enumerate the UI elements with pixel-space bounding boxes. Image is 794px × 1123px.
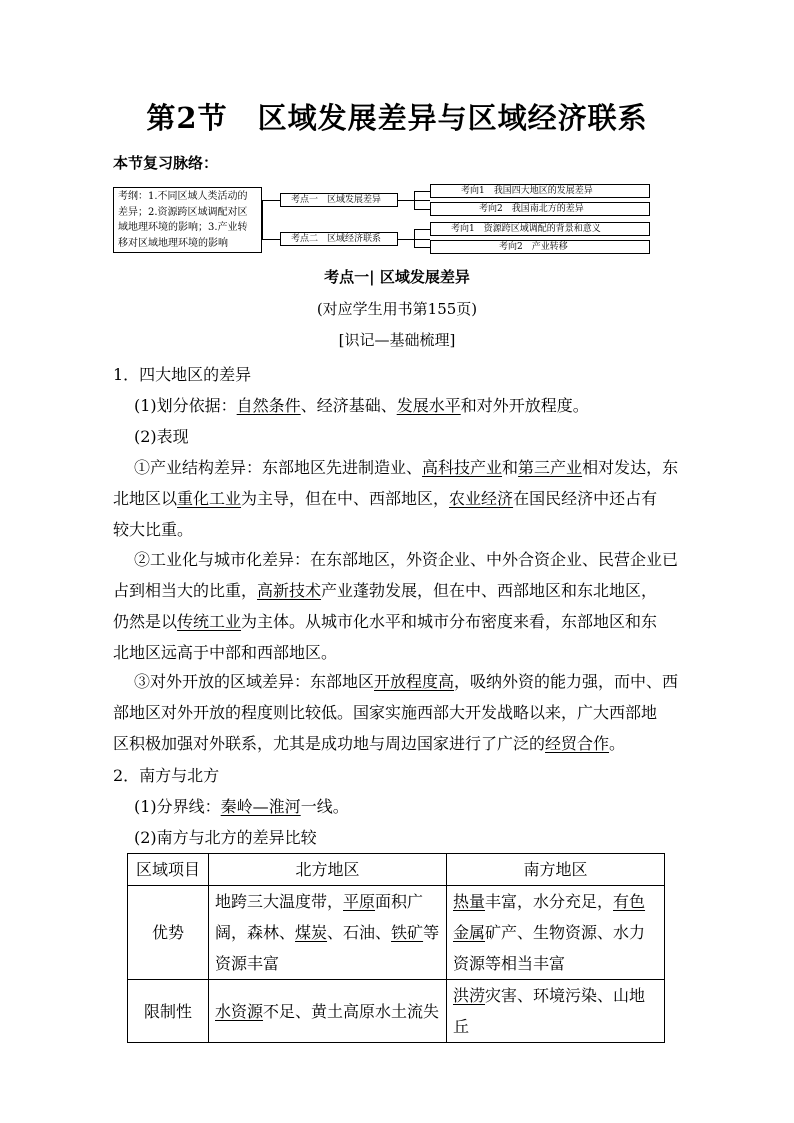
subsection-heading: 1．四大地区的差异 bbox=[113, 365, 252, 384]
text: 、石油、 bbox=[327, 923, 392, 942]
text: (1)划分依据： bbox=[134, 396, 237, 415]
text-line bbox=[113, 575, 682, 606]
connector-line bbox=[414, 229, 415, 247]
basis-line bbox=[134, 390, 682, 421]
key-term: 平原 bbox=[343, 892, 376, 911]
text: 产业蓬勃发展，但在中、西部地区和东北地区， bbox=[321, 581, 658, 600]
text: 和对外开放程度。 bbox=[460, 396, 589, 415]
text-line bbox=[113, 606, 682, 637]
text: 相对发达，东 bbox=[582, 458, 679, 477]
connector-line bbox=[262, 200, 280, 201]
text-line bbox=[134, 452, 682, 483]
table-header-cell: 南方地区 bbox=[447, 854, 665, 886]
text: 为主体。从城市化水平和城市分布密度来看，东部地区和东 bbox=[241, 612, 658, 631]
row-label: 限制性 bbox=[128, 980, 209, 1043]
text: 在国民经济中还占有 bbox=[513, 489, 658, 508]
key-term: 煤炭 bbox=[295, 923, 328, 942]
key-term: 发展水平 bbox=[396, 396, 461, 415]
key-term: 经贸合作 bbox=[545, 734, 610, 753]
mindmap-kaoxiang: 考向1 资源跨区域调配的背景和意义 bbox=[430, 222, 650, 236]
key-term: 传统工业 bbox=[177, 612, 242, 631]
review-outline-label: 本节复习脉络： bbox=[113, 154, 219, 172]
table-cell-north bbox=[209, 980, 447, 1043]
connector-line bbox=[414, 229, 430, 230]
text: 、经济基础、 bbox=[300, 396, 397, 415]
text-line: 较大比重。 bbox=[113, 520, 194, 539]
table-header-row bbox=[128, 854, 665, 886]
text-line bbox=[134, 666, 682, 697]
key-term: 开放程度高 bbox=[374, 672, 455, 691]
connector-line bbox=[414, 191, 430, 192]
text: 地跨三大温度带， bbox=[215, 892, 344, 911]
mindmap-kaodian-1: 考点一 区域发展差异 bbox=[280, 193, 398, 207]
key-term: 高新技术 bbox=[257, 581, 322, 600]
text-line: ②工业化与城市化差异：在东部地区，外资企业、中外合资企业、民营企业已 bbox=[134, 550, 679, 569]
text: 和 bbox=[502, 458, 519, 477]
key-term: 水资源 bbox=[215, 1001, 264, 1021]
mindmap-outline-line: 域地理环境的影响；3.产业转 bbox=[118, 222, 248, 233]
table-header-cell: 北方地区 bbox=[209, 854, 447, 886]
mindmap-kaoxiang: 考向2 产业转移 bbox=[430, 240, 650, 254]
mindmap-kaodian-2: 考点二 区域经济联系 bbox=[280, 232, 398, 246]
key-term: 洪涝 bbox=[453, 986, 486, 1005]
paragraph-industrialization bbox=[113, 544, 682, 668]
table-row bbox=[128, 886, 665, 980]
connector-line bbox=[414, 191, 415, 209]
mindmap-outline-box bbox=[113, 187, 262, 253]
text: 占到相当大的比重， bbox=[113, 581, 258, 600]
text: 为主导，但在中、西部地区， bbox=[241, 489, 450, 508]
page-title bbox=[0, 96, 794, 137]
text: 等资源丰富 bbox=[215, 923, 440, 973]
text-line bbox=[113, 483, 682, 514]
paragraph-opening-up bbox=[113, 666, 682, 759]
key-term: 第三产业 bbox=[518, 458, 583, 477]
text: ③对外开放的区域差异：东部地区 bbox=[134, 672, 375, 691]
table-cell-north bbox=[209, 886, 447, 980]
text: 仍然是以 bbox=[113, 612, 178, 631]
text-line: 部地区对外开放的程度则比较低。国家实施西部大开发战略以来，广大西部地 bbox=[113, 703, 658, 722]
connector-line bbox=[262, 239, 280, 240]
text: 一线。 bbox=[300, 797, 349, 816]
compare-label: (2)南方与北方的差异比较 bbox=[134, 828, 317, 847]
text: 区积极加强对外联系，尤其是成功地与周边国家进行了广泛的 bbox=[113, 734, 546, 753]
text-line: 北地区远高于中部和西部地区。 bbox=[113, 643, 338, 662]
boundary-line bbox=[134, 791, 682, 822]
page-reference: (对应学生用书第155页) bbox=[316, 300, 478, 318]
text: (1)分界线： bbox=[134, 797, 221, 816]
expression-label: (2)表现 bbox=[134, 427, 189, 446]
kaodian-heading: 考点一| 区域发展差异 bbox=[324, 268, 470, 286]
connector-line bbox=[414, 247, 430, 248]
north-south-comparison-table bbox=[127, 853, 665, 1043]
text: 灾害、环境污染、山地丘 bbox=[453, 986, 646, 1036]
section-name: 区域发展差异与区域经济联系 bbox=[257, 101, 648, 135]
key-term: 秦岭—淮河 bbox=[220, 797, 301, 816]
key-term: 自然条件 bbox=[236, 396, 301, 415]
table-row bbox=[128, 980, 665, 1043]
text: 北地区以 bbox=[113, 489, 178, 508]
mindmap-kaoxiang: 考向2 我国南北方的差异 bbox=[430, 202, 650, 216]
connector-line bbox=[262, 200, 263, 240]
table-header-cell: 区域项目 bbox=[128, 854, 209, 886]
key-term: 热量 bbox=[453, 892, 486, 911]
key-term: 铁矿 bbox=[391, 923, 424, 942]
text-line bbox=[113, 728, 682, 759]
paragraph-industry-structure bbox=[113, 452, 682, 545]
text: 丰富，水分充足， bbox=[485, 892, 614, 911]
subsection-heading: 2．南方与北方 bbox=[113, 766, 220, 785]
row-label: 优势 bbox=[128, 886, 209, 980]
section-tag: [识记—基础梳理] bbox=[338, 331, 456, 349]
mindmap-outline-line: 考纲：1.不同区域人类活动的 bbox=[118, 191, 248, 202]
key-term: 农业经济 bbox=[449, 489, 514, 508]
table-cell-south bbox=[447, 886, 665, 980]
key-term: 重化工业 bbox=[177, 489, 242, 508]
mindmap-outline-line: 差异；2.资源跨区域调配对区 bbox=[118, 206, 248, 218]
text: ①产业结构差异：东部地区先进制造业、 bbox=[134, 458, 423, 477]
text: 面积广阔，森林、 bbox=[215, 892, 424, 942]
mindmap-kaoxiang: 考向1 我国四大地区的发展差异 bbox=[430, 184, 650, 198]
text: ，吸纳外资的能力强，而中、西 bbox=[454, 672, 679, 691]
text: 。 bbox=[609, 734, 626, 753]
table-cell-south bbox=[447, 980, 665, 1043]
mindmap-outline-line: 移对区域地理环境的影响 bbox=[118, 237, 228, 249]
key-term: 高科技产业 bbox=[422, 458, 503, 477]
connector-line bbox=[414, 209, 430, 210]
text: 不足、黄土高原水土流失 bbox=[263, 1001, 440, 1021]
text: 矿产、生物资源、水力资源等相当丰富 bbox=[453, 923, 646, 973]
section-number: 第2节 bbox=[146, 101, 228, 135]
key-term: 有色金属 bbox=[453, 892, 646, 942]
